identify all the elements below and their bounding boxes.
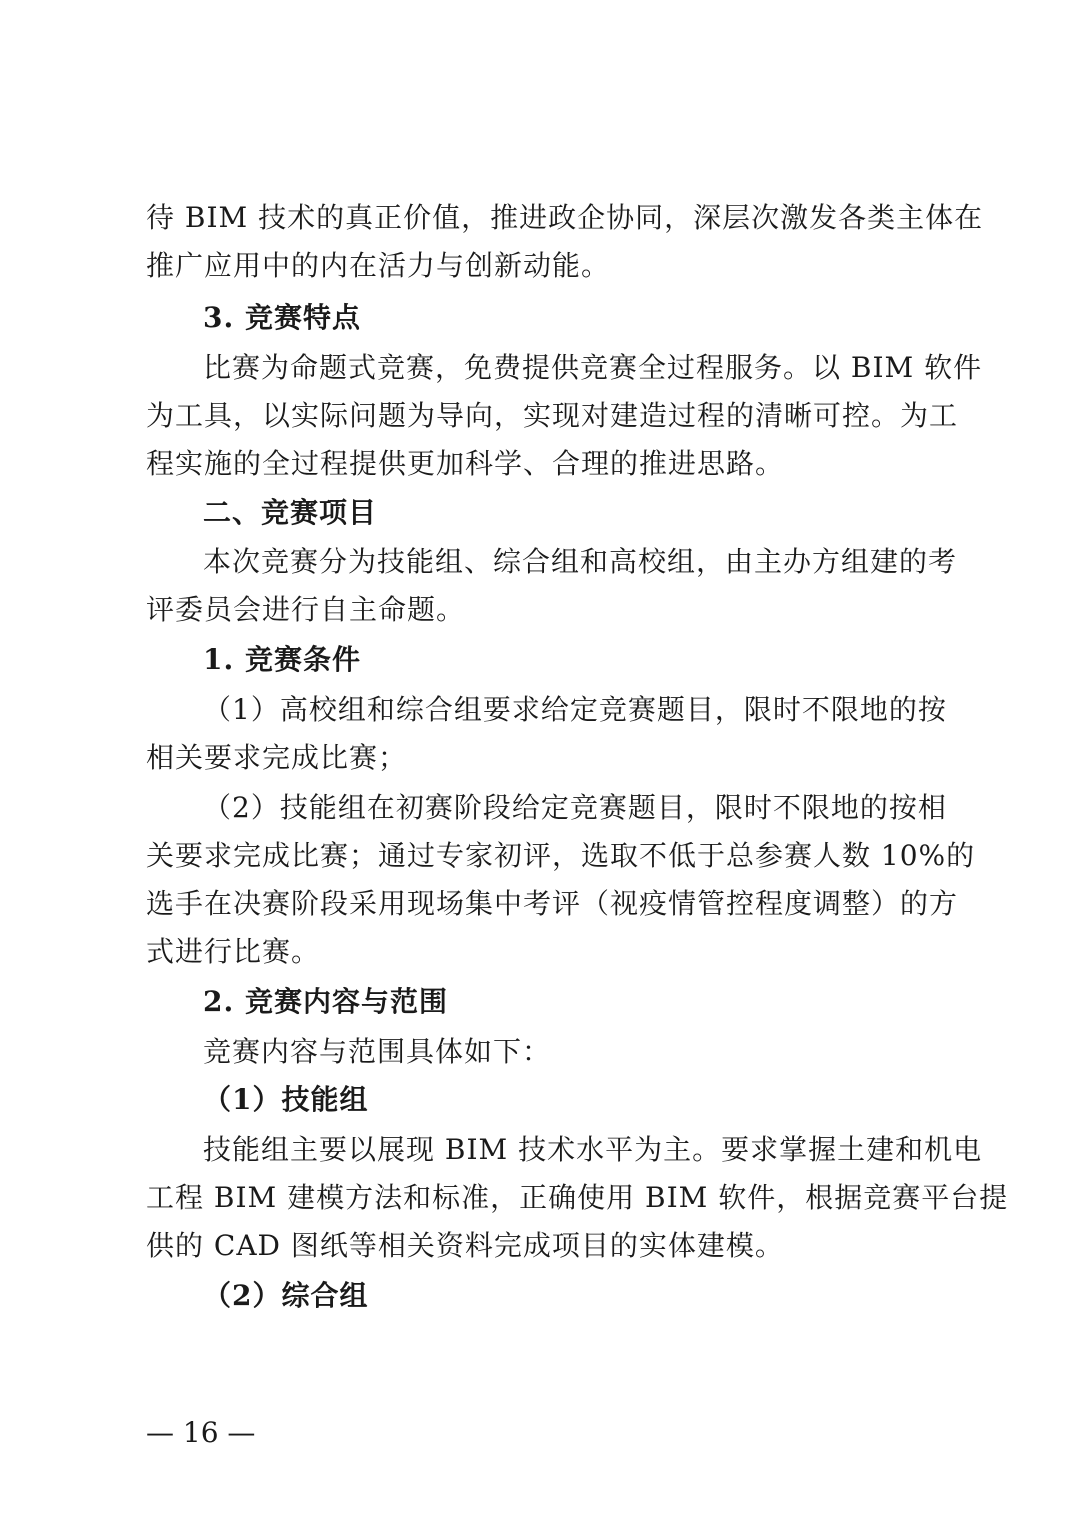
body-line: 相关要求完成比赛；	[146, 741, 408, 774]
body-line: 竞赛内容与范围具体如下：	[203, 1035, 552, 1068]
body-line: 推广应用中的内在活力与创新动能。	[146, 249, 611, 282]
body-line: 待 BIM 技术的真正价值，推进政企协同，深层次激发各类主体在	[146, 201, 984, 234]
body-line: 式进行比赛。	[146, 935, 321, 968]
section-heading: 1. 竞赛条件	[203, 643, 361, 676]
body-line: 选手在决赛阶段采用现场集中考评（视疫情管控程度调整）的方	[146, 887, 959, 920]
body-line: 工程 BIM 建模方法和标准，正确使用 BIM 软件，根据竞赛平台提	[146, 1181, 1009, 1214]
body-line: 评委员会进行自主命题。	[146, 593, 466, 626]
body-line: 比赛为命题式竞赛，免费提供竞赛全过程服务。以 BIM 软件	[203, 351, 983, 384]
body-line: 为工具，以实际问题为导向，实现对建造过程的清晰可控。为工	[146, 399, 959, 432]
body-line: 本次竞赛分为技能组、综合组和高校组，由主办方组建的考	[203, 545, 958, 578]
section-heading: 二、竞赛项目	[203, 496, 378, 529]
section-heading: 3. 竞赛特点	[203, 301, 361, 334]
section-heading: 2. 竞赛内容与范围	[203, 985, 448, 1018]
body-line: 技能组主要以展现 BIM 技术水平为主。要求掌握土建和机电	[203, 1133, 983, 1166]
section-heading: （1）技能组	[203, 1083, 369, 1116]
body-line: 程实施的全过程提供更加科学、合理的推进思路。	[146, 447, 785, 480]
section-heading: （2）综合组	[203, 1279, 369, 1312]
body-line: 供的 CAD 图纸等相关资料完成项目的实体建模。	[146, 1229, 784, 1262]
body-line: （1）高校组和综合组要求给定竞赛题目，限时不限地的按	[203, 693, 947, 726]
page-number: — 16 —	[146, 1416, 256, 1449]
body-line: （2）技能组在初赛阶段给定竞赛题目，限时不限地的按相	[203, 791, 947, 824]
body-line: 关要求完成比赛；通过专家初评，选取不低于总参赛人数 10%的	[146, 839, 976, 872]
